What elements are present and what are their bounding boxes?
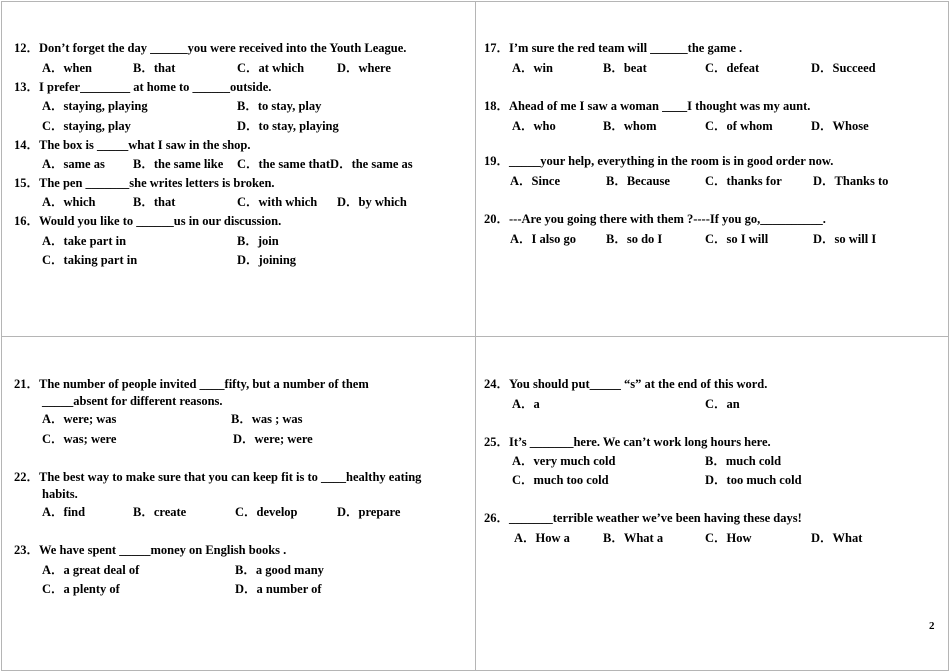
- question-17-stem: 17．I’m sure the red team will ______the game .: [484, 41, 743, 55]
- question-12-option-a: A．when: [42, 61, 93, 75]
- question-22-option-d: D．prepare: [337, 505, 401, 519]
- question-20-option-a: A．I also go: [510, 232, 576, 246]
- question-13-option-a: A．staying, playing: [42, 99, 148, 113]
- question-14-option-a: A．same as: [42, 157, 105, 171]
- question-23-option-d: D．a number of: [235, 582, 322, 596]
- question-13-stem: 13．I prefer________ at home to ______outside.: [14, 80, 272, 94]
- question-21-stem-continued: _____absent for different reasons.: [42, 394, 223, 408]
- question-21-option-c: C．was; were: [42, 432, 117, 446]
- question-17-option-d: D．Succeed: [811, 61, 876, 75]
- question-21-option-a: A．were; was: [42, 412, 117, 426]
- question-23-option-c: C．a plenty of: [42, 582, 120, 596]
- question-15-option-c: C．with which: [237, 195, 318, 209]
- question-26-option-b: B．What a: [603, 531, 664, 545]
- question-19-option-b: B．Because: [606, 174, 670, 188]
- question-24-stem: 24．You should put_____ “s” at the end of this word.: [484, 377, 768, 391]
- question-12-stem: 12．Don’t forget the day ______you were received into the Youth League.: [14, 41, 407, 55]
- question-21-option-d: D．were; were: [233, 432, 313, 446]
- question-14-option-b: B．the same like: [133, 157, 224, 171]
- question-17-option-b: B．beat: [603, 61, 647, 75]
- question-12-option-d: D．where: [337, 61, 391, 75]
- question-20-option-b: B．so do I: [606, 232, 663, 246]
- question-18-stem: 18．Ahead of me I saw a woman ____I thought was my aunt.: [484, 99, 811, 113]
- question-26-stem: 26．_______terrible weather we’ve been having these days!: [484, 511, 802, 525]
- question-24-option-c: C．an: [705, 397, 740, 411]
- question-13-option-c: C．staying, play: [42, 119, 131, 133]
- question-20-stem: 20．---Are you going there with them ?----If you go,__________.: [484, 212, 826, 226]
- question-18-option-d: D．Whose: [811, 119, 869, 133]
- question-26-option-c: C．How: [705, 531, 752, 545]
- question-26-option-a: A．How a: [514, 531, 570, 545]
- question-22-option-b: B．create: [133, 505, 187, 519]
- question-25-option-a: A．very much cold: [512, 454, 616, 468]
- question-16-option-d: D．joining: [237, 253, 297, 267]
- question-18-option-c: C．of whom: [705, 119, 773, 133]
- page-number: 2: [929, 620, 935, 632]
- question-18-option-a: A．who: [512, 119, 556, 133]
- question-18-option-b: B．whom: [603, 119, 657, 133]
- question-23-stem: 23．We have spent _____money on English books .: [14, 543, 287, 557]
- question-24-option-a: A．a: [512, 397, 540, 411]
- question-16-option-a: A．take part in: [42, 234, 127, 248]
- question-12-option-b: B．that: [133, 61, 176, 75]
- question-25-option-c: C．much too cold: [512, 473, 609, 487]
- question-15-stem: 15．The pen _______she writes letters is broken.: [14, 176, 275, 190]
- question-20-option-d: D．so will I: [813, 232, 877, 246]
- question-25-stem: 25．It’s _______here. We can’t work long hours here.: [484, 435, 771, 449]
- question-21-stem: 21．The number of people invited ____fifty, but a number of them: [14, 377, 369, 391]
- question-26-option-d: D．What: [811, 531, 863, 545]
- question-22-option-a: A．find: [42, 505, 86, 519]
- question-25-option-d: D．too much cold: [705, 473, 802, 487]
- question-22-option-c: C．develop: [235, 505, 298, 519]
- question-19-option-c: C．thanks for: [705, 174, 782, 188]
- question-14-option-c-d: C．the same thatD．the same as: [237, 157, 413, 171]
- question-16-option-c: C．taking part in: [42, 253, 138, 267]
- question-15-option-d: D．by which: [337, 195, 407, 209]
- question-20-option-c: C．so I will: [705, 232, 769, 246]
- question-17-option-a: A．win: [512, 61, 553, 75]
- question-16-stem: 16．Would you like to ______us in our discussion.: [14, 214, 282, 228]
- question-19-option-d: D．Thanks to: [813, 174, 889, 188]
- question-19-option-a: A．Since: [510, 174, 561, 188]
- question-23-option-a: A．a great deal of: [42, 563, 140, 577]
- question-25-option-b: B．much cold: [705, 454, 782, 468]
- question-16-option-b: B．join: [237, 234, 279, 248]
- question-13-option-d: D．to stay, playing: [237, 119, 339, 133]
- question-15-option-b: B．that: [133, 195, 176, 209]
- question-12-option-c: C．at which: [237, 61, 305, 75]
- question-21-option-b: B．was ; was: [231, 412, 303, 426]
- question-15-option-a: A．which: [42, 195, 96, 209]
- question-22-stem: 22．The best way to make sure that you can keep fit is to ____healthy eating: [14, 470, 422, 484]
- question-14-stem: 14．The box is _____what I saw in the shop.: [14, 138, 251, 152]
- question-23-option-b: B．a good many: [235, 563, 324, 577]
- question-19-stem: 19．_____your help, everything in the room is in good order now.: [484, 154, 834, 168]
- question-17-option-c: C．defeat: [705, 61, 760, 75]
- question-13-option-b: B．to stay, play: [237, 99, 322, 113]
- question-22-stem-continued: habits.: [42, 487, 78, 501]
